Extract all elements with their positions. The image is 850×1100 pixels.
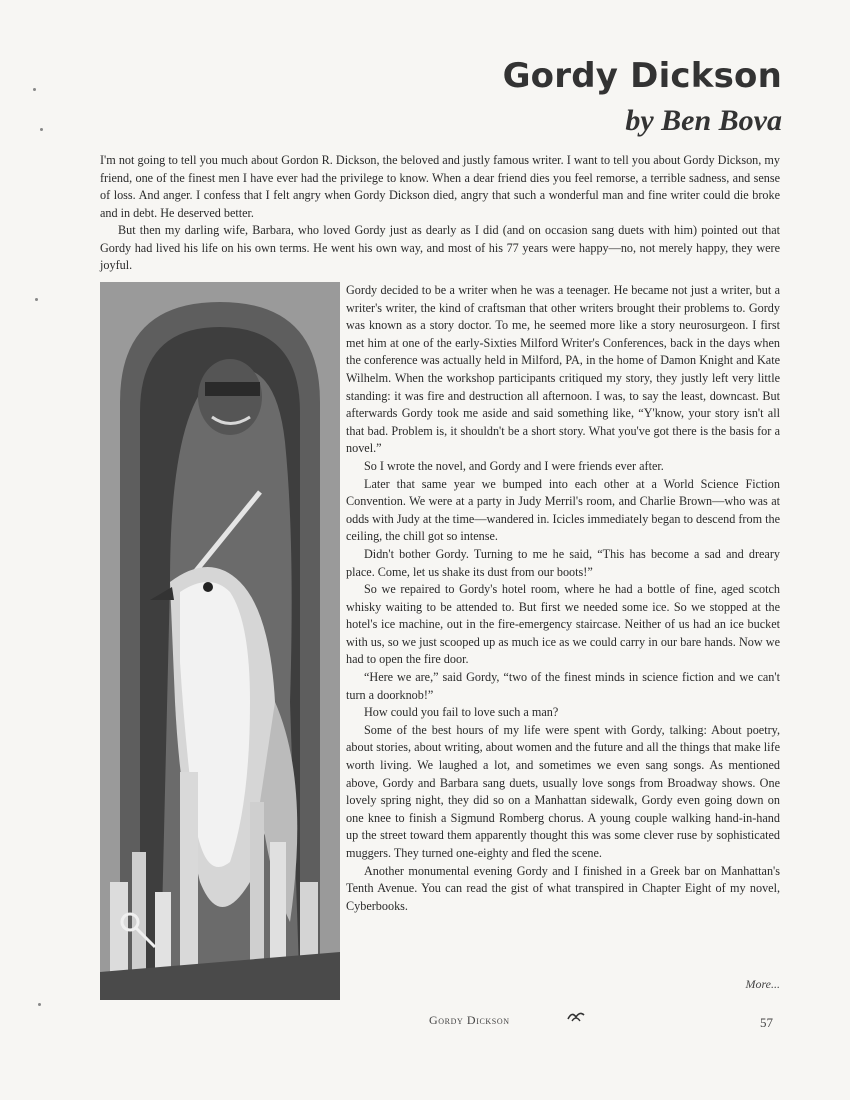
column-paragraph-3: Later that same year we bumped into each other at a World Science Fiction Convention. We were at a party in Judy Merril's room, and Charlie Brown—who was at odds with Judy at the time—wandered in. Icicles immediately began to descend from the ceiling, the chill got so intense. [346,476,780,544]
page-number: 57 [760,1015,773,1030]
scan-speck [40,128,43,131]
intro-paragraph-2: But then my darling wife, Barbara, who loved Gordy just as dearly as I did (and on occasion sang duets with him) pointed out that Gordy had lived his life on his own terms. He went his own way, and most of his 77 years were happy—no, not merely happy, they were joyful. [100,223,780,272]
ornament-icon [567,1009,585,1028]
more-link[interactable]: More... [745,977,780,991]
intro-paragraph-1: I'm not going to tell you much about Gordon R. Dickson, the beloved and justly famous writer. I want to tell you about Gordy Dickson, my friend, one of the finest men I have ever had the privilege to know. When a dear friend dies you feel remorse, a terrible sadness, and sense of loss. And anger. I confess that I felt angry when Gordy Dickson died, angry that such a wonderful man and fine writer could die broke and in debt. He deserved better. [100,153,780,220]
article-title: Gordy Dickson [502,56,782,96]
scan-speck [33,88,36,91]
column-paragraph-8: Some of the best hours of my life were spent with Gordy, talking: About poetry, about stories, about writing, about women and the future and all the things that make life worth living. We laughed a lot, and sometimes we even sang songs. As mentioned above, Gordy and Barbara sang duets, usually love songs from Broadway shows. One lovely spring night, they did so on a Manhattan sidewalk, Gordy even going down on one knee to finish a Sigmund Romberg chorus. A young couple walking hand-in-hand up the street toward them apparently thought this was some clever ruse by sophisticated muggers. They turned one-eighty and fled the scene. [346,722,780,860]
column-paragraph-2: So I wrote the novel, and Gordy and I were friends ever after. [364,458,664,473]
column-paragraph-9: Another monumental evening Gordy and I finished in a Greek bar on Manhattan's Tenth Avenue. You can read the gist of what transpired in Chapter Eight of my novel, Cyberbooks. [346,863,780,913]
hooded-figure-with-raven-and-candles-icon [100,282,340,1000]
illustration [100,282,340,1000]
column-paragraph-1: Gordy decided to be a writer when he was a teenager. He became not just a writer, but a writer's writer, the kind of craftsman that other writers brought their problems to. Gordy was known as a story doctor. To me, he seemed more like a story neurosurgeon. I first met him at one of the early-Sixties Milford Writer's Conferences, back in the days when the conference was actually held in Milford, PA, in the home of Damon Knight and Kate Wilhelm. When the workshop participants critiqued my story, they justly left very little standing: it was fire and destruction all afternoon. I was, to say the least, downcast. But afterwards Gordy took me aside and said something like, “Y'know, your story isn't all that bad. Problem is, it shouldn't be a short story. What you've got there is the basis for a novel.” [346,283,780,456]
scan-speck [35,298,38,301]
intro-text [100,152,780,275]
column-paragraph-7: How could you fail to love such a man? [364,705,559,720]
column-text [346,282,780,915]
column-paragraph-4: Didn't bother Gordy. Turning to me he said, “This has become a sad and dreary place. Come, let us shake its dust from our boots!” [346,546,780,579]
article-byline: by Ben Bova [625,104,782,137]
column-paragraph-5: So we repaired to Gordy's hotel room, where he had a bottle of fine, aged scotch whisky waiting to be attended to. But first we needed some ice. So we stopped at the hotel's ice machine, out in the fire-emergency staircase. Neither of us had an ice bucket with us, so we just scooped up as much ice as we could carry in our bare hands. Now we had to open the fire door. [346,582,780,667]
column-paragraph-6: “Here we are,” said Gordy, “two of the finest minds in science fiction and we can't turn a doorknob!” [346,670,780,702]
running-footer-title: Gordy Dickson [429,1013,510,1027]
scan-speck [38,1003,41,1006]
